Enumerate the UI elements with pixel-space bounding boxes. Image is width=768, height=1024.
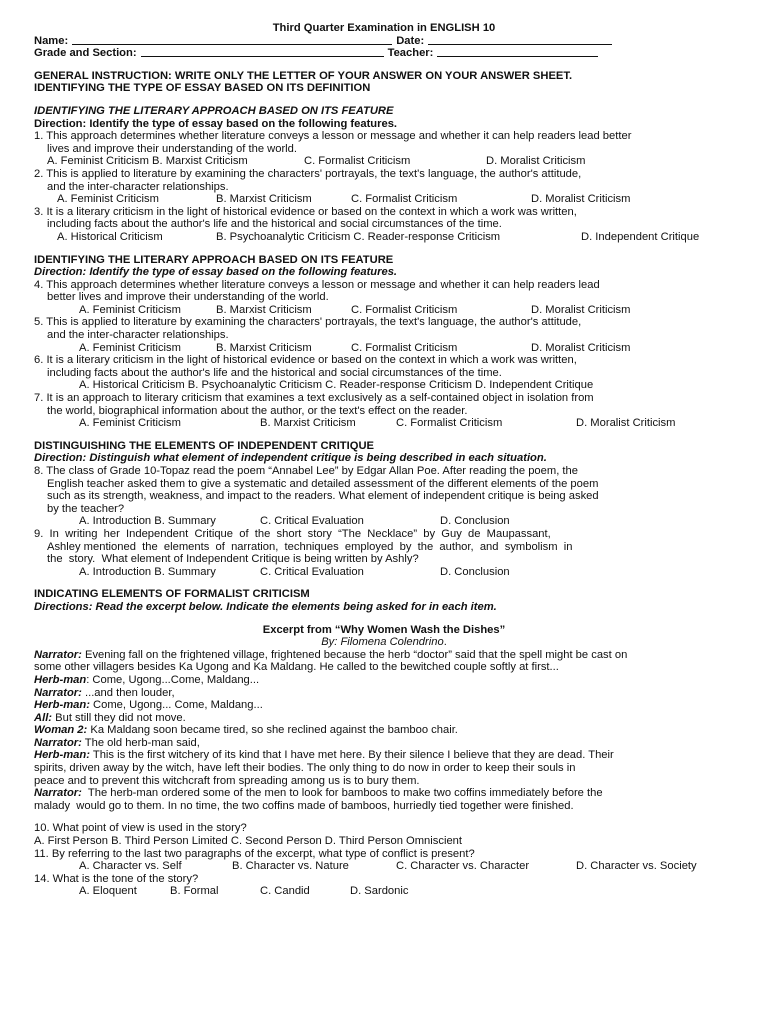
question-8: 8. The class of Grade 10-Topaz read the poem “Annabel Lee” by Edgar Allan Poe. After reading the poem, the (34, 465, 578, 477)
question-8-cont-3: by the teacher? (47, 502, 125, 515)
speaker-label: Narrator: (34, 686, 82, 699)
question-14: 14. What is the tone of the story? (34, 872, 199, 885)
question-6: 6. It is a literary criticism in the light of historical evidence or based on the context in which a work was written, (34, 354, 577, 367)
excerpt-text: ...and then louder, (81, 686, 175, 699)
question-8-options (34, 515, 734, 528)
question-1-options (34, 155, 734, 168)
question-10-options: A. First Person B. Third Person Limited C. Second Person D. Third Person Omniscient (34, 835, 462, 848)
question-4-options (34, 304, 734, 317)
excerpt-author-period: . (443, 636, 447, 649)
q9-option-c: C. Critical Evaluation (260, 565, 364, 578)
excerpt-line (34, 687, 734, 700)
name-label: Name: (34, 34, 69, 47)
q2-option-c: C. Formalist Criticism (351, 193, 458, 206)
q3-option-bc: B. Psychoanalytic Criticism C. Reader-response Criticism (216, 230, 501, 243)
q11-option-b: B. Character vs. Nature (232, 860, 349, 873)
question-11: 11. By referring to the last two paragraphs of the excerpt, what type of conflict is present? (34, 847, 475, 860)
q7-option-c: C. Formalist Criticism (396, 417, 503, 430)
q8-option-c: C. Critical Evaluation (260, 515, 364, 528)
question-9: 9. In writing her Independent Critique of the short story “The Necklace” by Guy de Maupassant, (34, 527, 551, 540)
excerpt-text: The herb-man ordered some of the men to look for bamboos to make two coffins immediately before the (81, 787, 603, 800)
question-10: 10. What point of view is used in the story? (34, 822, 247, 835)
speaker-label: Narrator: (34, 787, 82, 800)
question-14-options (34, 885, 734, 898)
question-2: 2. This is applied to literature by examining the characters' portrayals, the text's language, the author's attitude, (34, 167, 582, 180)
q4-option-c: C. Formalist Criticism (351, 303, 458, 316)
question-3: 3. It is a literary criticism in the light of historical evidence or based on the context in which a work was written, (34, 205, 577, 218)
date-label: Date: (396, 34, 425, 47)
question-4: 4. This approach determines whether literature conveys a lesson or message and whether it can help readers lead (34, 278, 600, 291)
speaker-label: Narrator: (34, 648, 82, 661)
exam-title: Third Quarter Examination in ENGLISH 10 (272, 22, 496, 34)
q7-option-b: B. Marxist Criticism (260, 417, 356, 430)
question-6-options: A. Historical Criticism B. Psychoanalytic Criticism C. Reader-response Criticism D. Independent Critique (79, 379, 594, 392)
question-5: 5. This is applied to literature by examining the characters' portrayals, the text's language, the author's attitude, (34, 316, 582, 329)
question-2-cont: and the inter-character relationships. (47, 180, 229, 193)
excerpt-text: Ka Maldang soon became tired, so she reclined against the bamboo chair. (87, 724, 458, 737)
excerpt-line (34, 661, 734, 674)
excerpt-author-line (34, 636, 734, 649)
question-1: 1. This approach determines whether literature conveys a lesson or message and whether it can help readers lead better (34, 130, 632, 143)
excerpt-line (34, 699, 734, 712)
question-1-cont: lives and improve their understanding of the world. (47, 142, 297, 155)
section2-direction: Direction: Identify the type of essay based on the following features. (34, 266, 398, 279)
question-7-options (34, 417, 734, 430)
q8-option-ab: A. Introduction B. Summary (79, 515, 216, 528)
q14-option-c: C. Candid (260, 885, 310, 898)
speaker-label: Herb-man: (34, 749, 90, 762)
question-5-cont: and the inter-character relationships. (47, 329, 229, 342)
q3-option-a: A. Historical Criticism (57, 230, 163, 243)
excerpt-line (34, 762, 734, 775)
section1-direction: Direction: Identify the type of essay based on the following features. (34, 117, 398, 130)
question-5-options (34, 342, 734, 355)
question-9-cont-1: Ashley mentioned the elements of narration, techniques employed by the author, and symbolism in (47, 540, 573, 553)
teacher-label: Teacher: (387, 47, 434, 60)
q2-option-a: A. Feminist Criticism (57, 193, 159, 206)
q11-option-c: C. Character vs. Character (396, 860, 530, 873)
question-9-options (34, 566, 734, 579)
q9-option-d: D. Conclusion (440, 565, 510, 578)
excerpt-text: malady would go to them. In no time, the two coffins made of bamboos, hurriedly tied together were finished. (34, 799, 574, 812)
q14-option-a: A. Eloquent (79, 885, 137, 898)
section1-heading: IDENTIFYING THE LITERARY APPROACH BASED ON ITS FEATURE (34, 104, 394, 117)
speaker-label: All: (34, 711, 53, 724)
speaker-label: Narrator: (34, 736, 82, 749)
q5-option-d: D. Moralist Criticism (531, 341, 631, 354)
q14-option-b: B. Formal (170, 885, 219, 898)
question-8-cont-1: English teacher asked them to give a systematic and detailed assessment of the different elements of the poem (47, 477, 599, 490)
excerpt-text: some other villagers besides Ka Ugong and Ka Maldang. He called to the bewitched couple softly at first... (34, 661, 559, 674)
q11-option-a: A. Character vs. Self (79, 860, 182, 873)
question-4-cont: better lives and improve their understanding of the world. (47, 291, 329, 304)
q14-option-d: D. Sardonic (350, 885, 409, 898)
question-11-options (34, 860, 734, 873)
excerpt-line (34, 787, 734, 800)
section4-heading: INDICATING ELEMENTS OF FORMALIST CRITICISM (34, 588, 310, 601)
excerpt-line (34, 649, 734, 662)
q9-option-ab: A. Introduction B. Summary (79, 565, 216, 578)
question-8-cont-2: such as its strength, weakness, and impact to the readers. What element of independent critique is being asked (47, 490, 599, 503)
q1-option-c: C. Formalist Criticism (304, 155, 411, 168)
q4-option-b: B. Marxist Criticism (216, 303, 312, 316)
excerpt-text: peace and to prevent this witchcraft from spreading among us is to bury them. (34, 774, 420, 787)
grade-section-label: Grade and Section: (34, 47, 137, 60)
excerpt-line (34, 749, 734, 762)
excerpt-text: Evening fall on the frightened village, frightened because the herb “doctor” said that the spell might be cast on (81, 648, 628, 661)
excerpt-line (34, 724, 734, 737)
excerpt-text: : Come, Ugong...Come, Maldang... (86, 673, 260, 686)
excerpt-text: Come, Ugong... Come, Maldang... (89, 699, 263, 712)
general-instruction: GENERAL INSTRUCTION: WRITE ONLY THE LETTER OF YOUR ANSWER ON YOUR ANSWER SHEET. (34, 69, 573, 82)
question-3-cont: including facts about the author's life and the historical and social circumstances of the time. (47, 218, 502, 231)
grade-section-field[interactable] (141, 47, 384, 57)
excerpt-line (34, 674, 734, 687)
grade-teacher-row (34, 47, 734, 60)
excerpt-author: By: Filomena Colendrino (321, 636, 444, 649)
speaker-label: Herb-man: (34, 699, 90, 712)
q2-option-d: D. Moralist Criticism (531, 193, 631, 206)
q7-option-a: A. Feminist Criticism (79, 417, 181, 430)
excerpt-line (34, 775, 734, 788)
q5-option-c: C. Formalist Criticism (351, 341, 458, 354)
excerpt-line (34, 800, 734, 813)
excerpt-text: The old herb-man said, (81, 736, 200, 749)
section4-direction: Directions: Read the excerpt below. Indicate the elements being asked for in each item. (34, 600, 497, 613)
q3-option-d: D. Independent Critique (581, 230, 700, 243)
excerpt-line (34, 737, 734, 750)
section3-direction: Direction: Distinguish what element of independent critique is being described in each situation. (34, 452, 547, 465)
excerpt-line (34, 712, 734, 725)
speaker-label: Woman 2: (34, 724, 88, 737)
q4-option-d: D. Moralist Criticism (531, 303, 631, 316)
q8-option-d: D. Conclusion (440, 515, 510, 528)
q7-option-d: D. Moralist Criticism (576, 417, 676, 430)
general-subheading: IDENTIFYING THE TYPE OF ESSAY BASED ON ITS DEFINITION (34, 82, 371, 95)
excerpt-body (34, 649, 734, 813)
question-3-options (34, 231, 734, 244)
section3-heading: DISTINGUISHING THE ELEMENTS OF INDEPENDENT CRITIQUE (34, 439, 374, 452)
name-field[interactable] (72, 35, 392, 45)
q1-option-ab: A. Feminist Criticism B. Marxist Criticism (47, 155, 248, 168)
q11-option-d: D. Character vs. Society (576, 860, 697, 873)
excerpt-text: But still they did not move. (52, 711, 186, 724)
question-9-cont-2: the story. What element of Independent Critique is being written by Ashly? (47, 553, 419, 566)
question-2-options (34, 193, 734, 206)
excerpt-text: This is the first witchery of its kind that I have met here. By their silence I believe that they are dead. Their (89, 749, 614, 762)
q1-option-d: D. Moralist Criticism (486, 155, 586, 168)
section2-heading: IDENTIFYING THE LITERARY APPROACH BASED ON ITS FEATURE (34, 253, 394, 266)
q2-option-b: B. Marxist Criticism (216, 193, 312, 206)
q4-option-a: A. Feminist Criticism (79, 303, 181, 316)
teacher-field[interactable] (437, 47, 598, 57)
question-6-cont: including facts about the author's life and the historical and social circumstances of the time. (47, 366, 502, 379)
name-date-row (34, 35, 734, 48)
speaker-label: Herb-man (34, 673, 87, 686)
q5-option-a: A. Feminist Criticism (79, 341, 181, 354)
question-7-cont: the world, biographical information about the author, or the text's effect on the reader. (47, 404, 468, 417)
excerpt-title: Excerpt from “Why Women Wash the Dishes” (262, 623, 506, 636)
date-field[interactable] (428, 35, 612, 45)
question-7: 7. It is an approach to literary criticism that examines a text exclusively as a self-contained object in isolation from (34, 392, 594, 405)
q5-option-b: B. Marxist Criticism (216, 341, 312, 354)
excerpt-text: spirits, driven away by the witch, have left their bodies. The only thing to do now in order to keep their souls in (34, 762, 576, 775)
